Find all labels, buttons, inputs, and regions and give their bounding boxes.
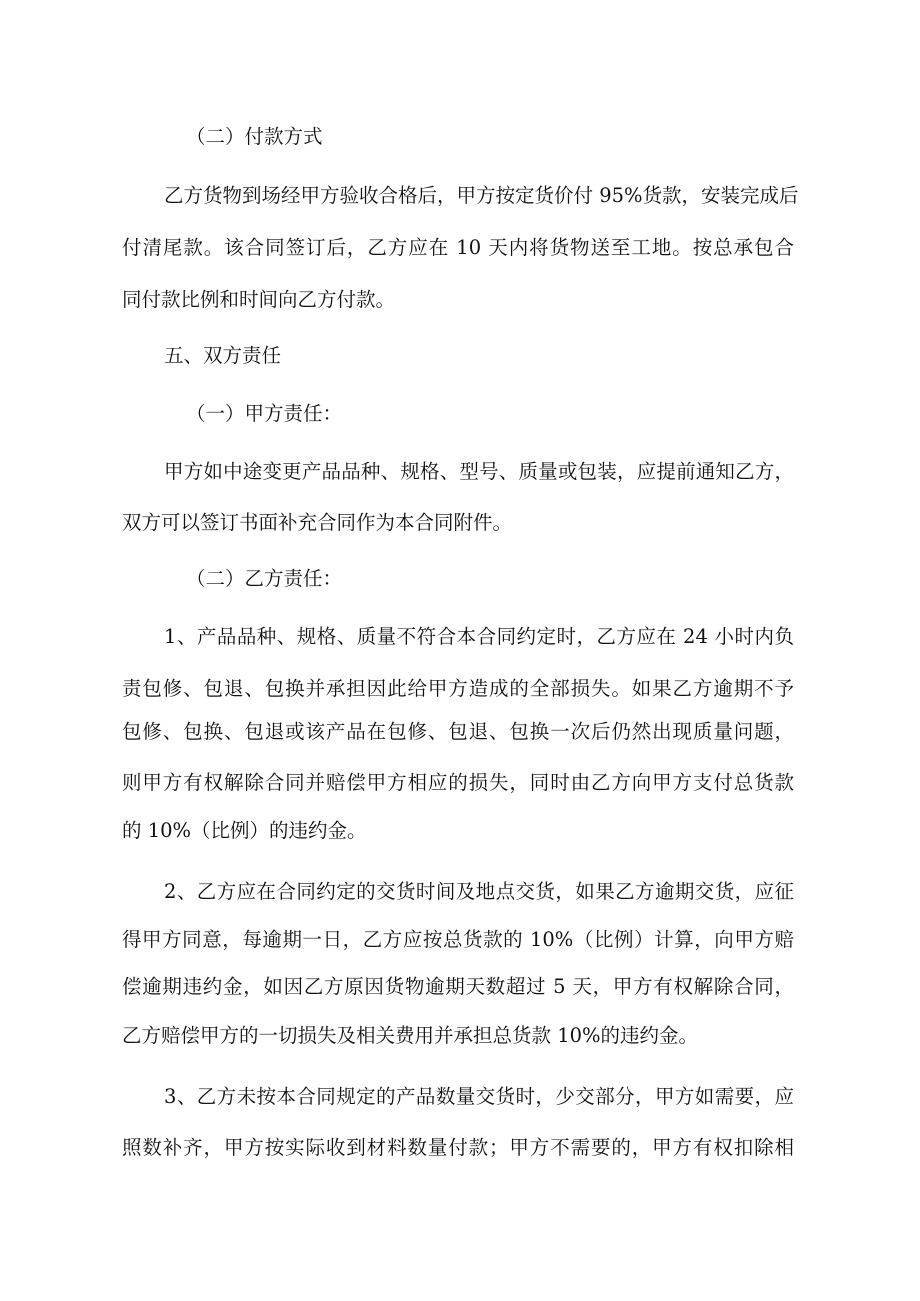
paragraph-line: 双方可以签订书面补充合同作为本合同附件。 — [122, 511, 513, 534]
subsection-heading-party-a: （一）甲方责任： — [186, 402, 343, 425]
section-heading-payment-method: （二）付款方式 — [186, 125, 323, 148]
paragraph-line: 付清尾款。该合同签订后，乙方应在 10 天内将货物送至工地。按总承包合 — [122, 236, 794, 259]
paragraph-line: 则甲方有权解除合同并赔偿甲方相应的损失，同时由乙方向甲方支付总货款 — [122, 771, 794, 794]
paragraph-line: 同付款比例和时间向乙方付款。 — [122, 288, 396, 311]
paragraph-line: 的 10%（比例）的违约金。 — [122, 819, 367, 842]
paragraph-line: 3、乙方未按本合同规定的产品数量交货时，少交部分，甲方如需要，应 — [164, 1085, 794, 1108]
paragraph-line: 包修、包换、包退或该产品在包修、包退、包换一次后仍然出现质量问题， — [122, 720, 794, 743]
paragraph-line: 责包修、包退、包换并承担因此给甲方造成的全部损失。如果乙方逾期不予 — [122, 677, 794, 700]
paragraph-line: 2、乙方应在合同约定的交货时间及地点交货，如果乙方逾期交货，应征 — [164, 880, 794, 903]
paragraph-line: 乙方货物到场经甲方验收合格后，甲方按定货价付 95%货款，安装完成后 — [164, 184, 799, 207]
paragraph-line: 照数补齐，甲方按实际收到材料数量付款；甲方不需要的，甲方有权扣除相 — [122, 1136, 794, 1159]
paragraph-line: 乙方赔偿甲方的一切损失及相关费用并承担总货款 10%的违约金。 — [122, 1024, 699, 1047]
paragraph-line: 1、产品品种、规格、质量不符合本合同约定时，乙方应在 24 小时内负 — [164, 625, 794, 648]
subsection-heading-party-b: （二）乙方责任： — [186, 567, 343, 590]
paragraph-line: 偿逾期违约金，如因乙方原因货物逾期天数超过 5 天，甲方有权解除合同， — [122, 975, 794, 998]
section-heading-responsibilities: 五、双方责任 — [164, 344, 282, 367]
paragraph-line: 甲方如中途变更产品品种、规格、型号、质量或包装，应提前通知乙方， — [164, 460, 794, 483]
paragraph-line: 得甲方同意，每逾期一日，乙方应按总货款的 10%（比例）计算，向甲方赔 — [122, 928, 794, 951]
